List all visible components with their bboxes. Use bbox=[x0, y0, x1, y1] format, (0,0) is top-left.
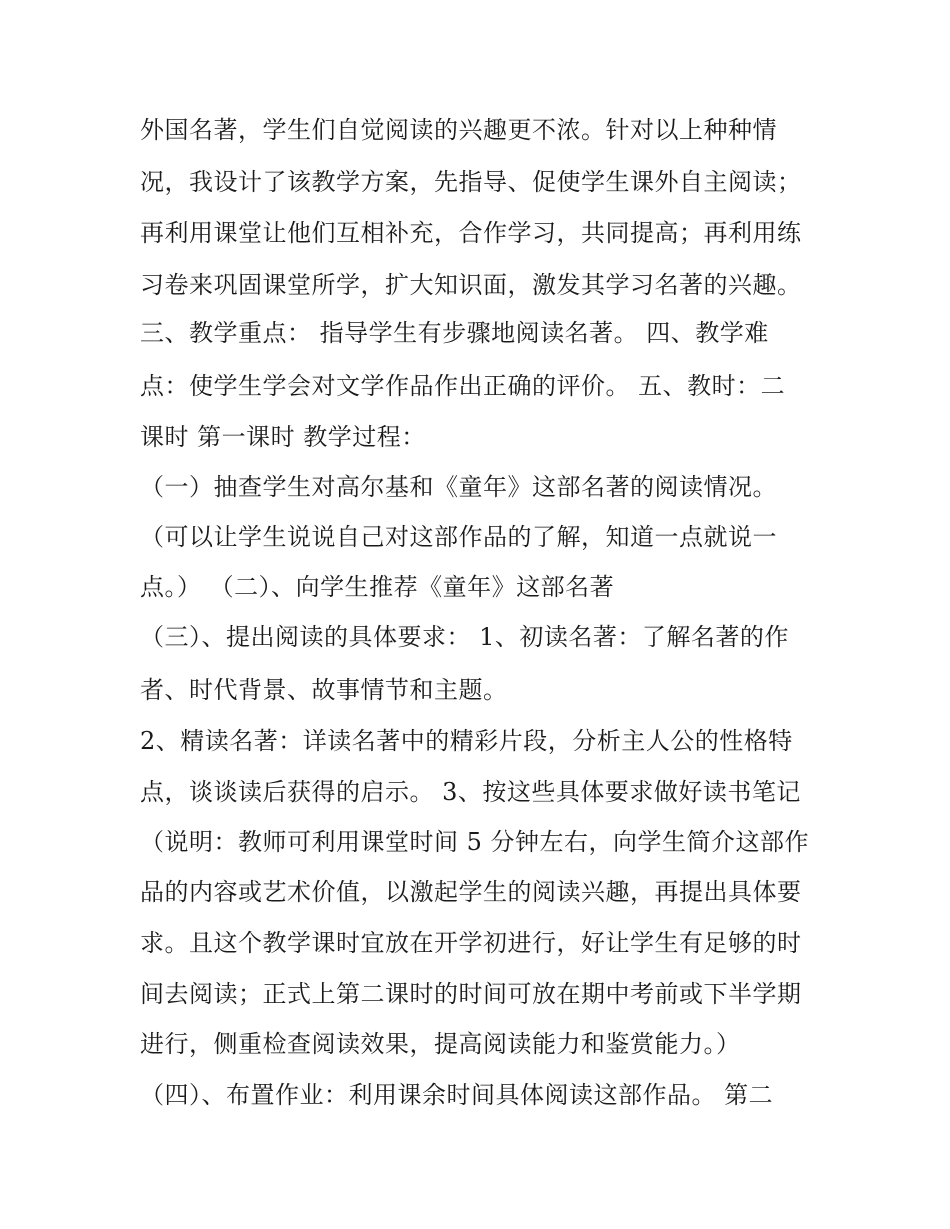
text-line-14: 点，谈谈读后获得的启示。 3、按这些具体要求做好读书笔记 bbox=[140, 778, 801, 806]
text-line-6: 点：使学生学会对文学作品作出正确的评价。 五、教时：二 bbox=[140, 372, 786, 400]
text-line-18: 间去阅读；正式上第二课时的时间可放在期中考前或下半学期 bbox=[140, 980, 802, 1008]
text-line-11: （三）、提出阅读的具体要求： 1、初读名著：了解名著的作 bbox=[140, 623, 789, 651]
text-line-19: 进行，侧重检查阅读效果，提高阅读能力和鉴赏能力。） bbox=[140, 1030, 741, 1058]
text-line-9: （可以让学生说说自己对这部作品的了解，知道一点就说一 bbox=[140, 523, 777, 551]
text-line-10: 点。） （二）、向学生推荐《童年》这部名著 bbox=[140, 573, 615, 601]
text-line-3: 再利用课堂让他们互相补充，合作学习，共同提高；再利用练 bbox=[140, 219, 802, 247]
text-line-17: 求。且这个教学课时宜放在开学初进行，好让学生有足够的时 bbox=[140, 929, 802, 957]
text-line-8: （一）抽查学生对高尔基和《童年》这部名著的阅读情况。 bbox=[140, 473, 777, 501]
text-line-1: 外国名著，学生们自觉阅读的兴趣更不浓。针对以上种种情 bbox=[140, 116, 777, 144]
text-line-16: 品的内容或艺术价值，以激起学生的阅读兴趣，再提出具体要 bbox=[140, 878, 802, 906]
text-line-13: 2、精读名著：详读名著中的精彩片段，分析主人公的性格特 bbox=[140, 727, 793, 755]
text-line-2: 况，我设计了该教学方案，先指导、促使学生课外自主阅读； bbox=[140, 168, 802, 196]
text-line-12: 者、时代背景、故事情节和主题。 bbox=[140, 676, 508, 704]
text-line-4: 习卷来巩固课堂所学，扩大知识面，激发其学习名著的兴趣。 bbox=[140, 271, 802, 299]
text-line-5: 三、教学重点： 指导学生有步骤地阅读名著。 四、教学难 bbox=[140, 319, 769, 347]
text-line-20: （四）、布置作业：利用课余时间具体阅读这部作品。 第二 bbox=[140, 1081, 774, 1109]
text-line-7: 课时 第一课时 教学过程： bbox=[140, 423, 426, 451]
text-line-15: （说明：教师可利用课堂时间 5 分钟左右，向学生简介这部作 bbox=[140, 828, 810, 856]
